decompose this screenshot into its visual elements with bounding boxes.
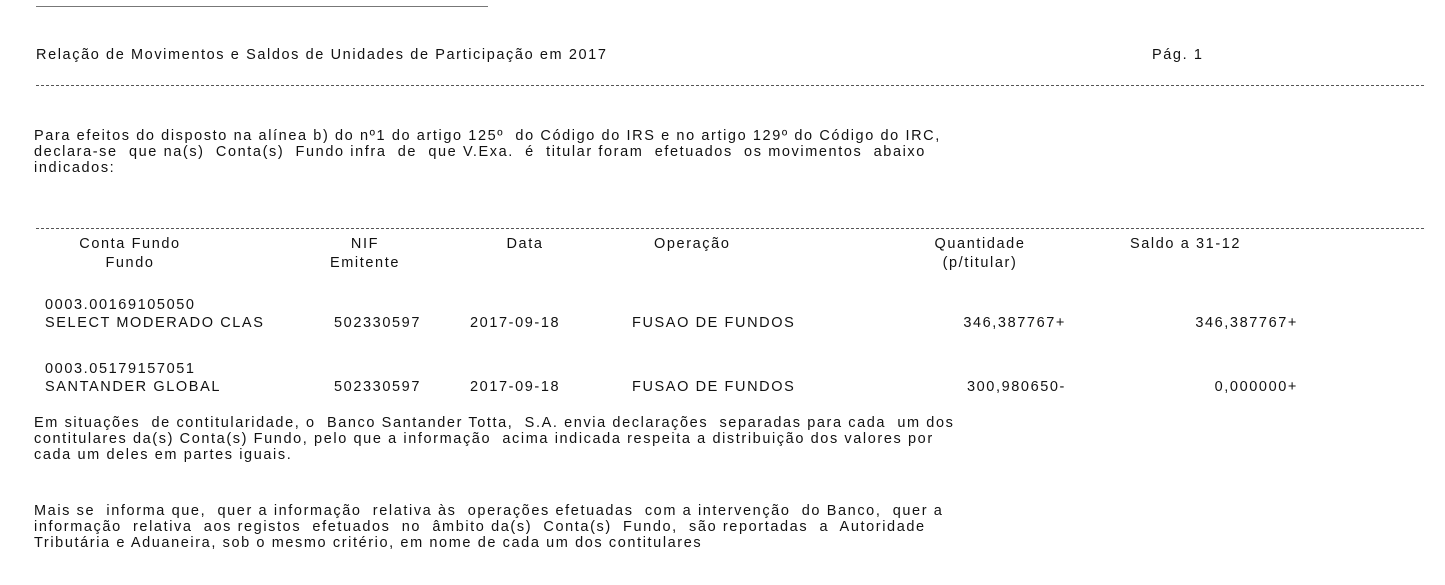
issuer-nif: 502330597 <box>334 379 421 395</box>
quantity: 346,387767+ <box>963 315 1066 331</box>
column-header-line: Fundo <box>105 255 155 271</box>
fund-name: SANTANDER GLOBAL <box>45 379 222 395</box>
column-header-quantidade <box>905 235 1055 273</box>
table-row <box>0 297 1445 337</box>
column-header-nif <box>310 235 420 273</box>
tax-authority-note <box>34 503 1324 551</box>
column-header-line: NIF <box>350 236 380 252</box>
intro-paragraph <box>34 128 1324 176</box>
balance: 346,387767+ <box>1195 315 1298 331</box>
quantity: 300,980650- <box>966 379 1066 395</box>
column-header-line: Quantidade <box>934 236 1026 252</box>
note-line: Tributária e Aduaneira, sob o mesmo critério, em nome de cada um dos contitulares <box>34 535 703 551</box>
column-header-data <box>480 235 570 254</box>
note-line: contitulares da(s) Conta(s) Fundo, pelo que a informação acima indicada respeita a distribuição dos valores por <box>34 431 934 447</box>
intro-line: Para efeitos do disposto na alínea b) do nº1 do artigo 125º do Código do IRS e no artigo 129º do Código do IRC, <box>34 128 941 144</box>
column-header-line: Data <box>506 236 544 252</box>
table-row <box>0 361 1445 401</box>
note-line: Em situações de contitularidade, o Banco Santander Totta, S.A. envia declarações separadas para cada um dos <box>34 415 955 431</box>
movement-date: 2017-09-18 <box>470 379 561 395</box>
column-header-line: Conta Fundo <box>79 236 181 252</box>
cotitulares-note <box>34 415 1324 463</box>
operation: FUSAO DE FUNDOS <box>632 315 796 331</box>
intro-line: indicados: <box>34 160 116 176</box>
column-header-line: Emitente <box>329 255 401 271</box>
table-divider <box>36 228 1424 229</box>
top-divider <box>36 6 488 7</box>
account-number: 0003.00169105050 <box>45 297 196 313</box>
column-header-line: Saldo a 31-12 <box>1130 236 1242 252</box>
issuer-nif: 502330597 <box>334 315 421 331</box>
fund-name: SELECT MODERADO CLAS <box>45 315 265 331</box>
column-header-saldo <box>1130 235 1300 254</box>
column-header-conta-fundo <box>40 235 220 273</box>
movement-date: 2017-09-18 <box>470 315 561 331</box>
note-line: cada um deles em partes iguais. <box>34 447 293 463</box>
balance: 0,000000+ <box>1214 379 1298 395</box>
account-number: 0003.05179157051 <box>45 361 196 377</box>
page-number: Pág. 1 <box>1152 47 1204 63</box>
column-header-line: (p/titular) <box>942 255 1018 271</box>
operation: FUSAO DE FUNDOS <box>632 379 796 395</box>
note-line: informação relativa aos registos efetuados no âmbito da(s) Conta(s) Fundo, são reportadas a Autoridade <box>34 519 926 535</box>
note-line: Mais se informa que, quer a informação relativa às operações efetuadas com a intervenção do Banco, quer a <box>34 503 944 519</box>
intro-line: declara-se que na(s) Conta(s) Fundo infra de que V.Exa. é titular foram efetuados os movimentos abaixo <box>34 144 926 160</box>
header-divider <box>36 85 1424 86</box>
column-header-operacao <box>654 235 764 254</box>
column-header-line: Operação <box>654 236 731 252</box>
document-title: Relação de Movimentos e Saldos de Unidades de Participação em 2017 <box>36 47 608 63</box>
